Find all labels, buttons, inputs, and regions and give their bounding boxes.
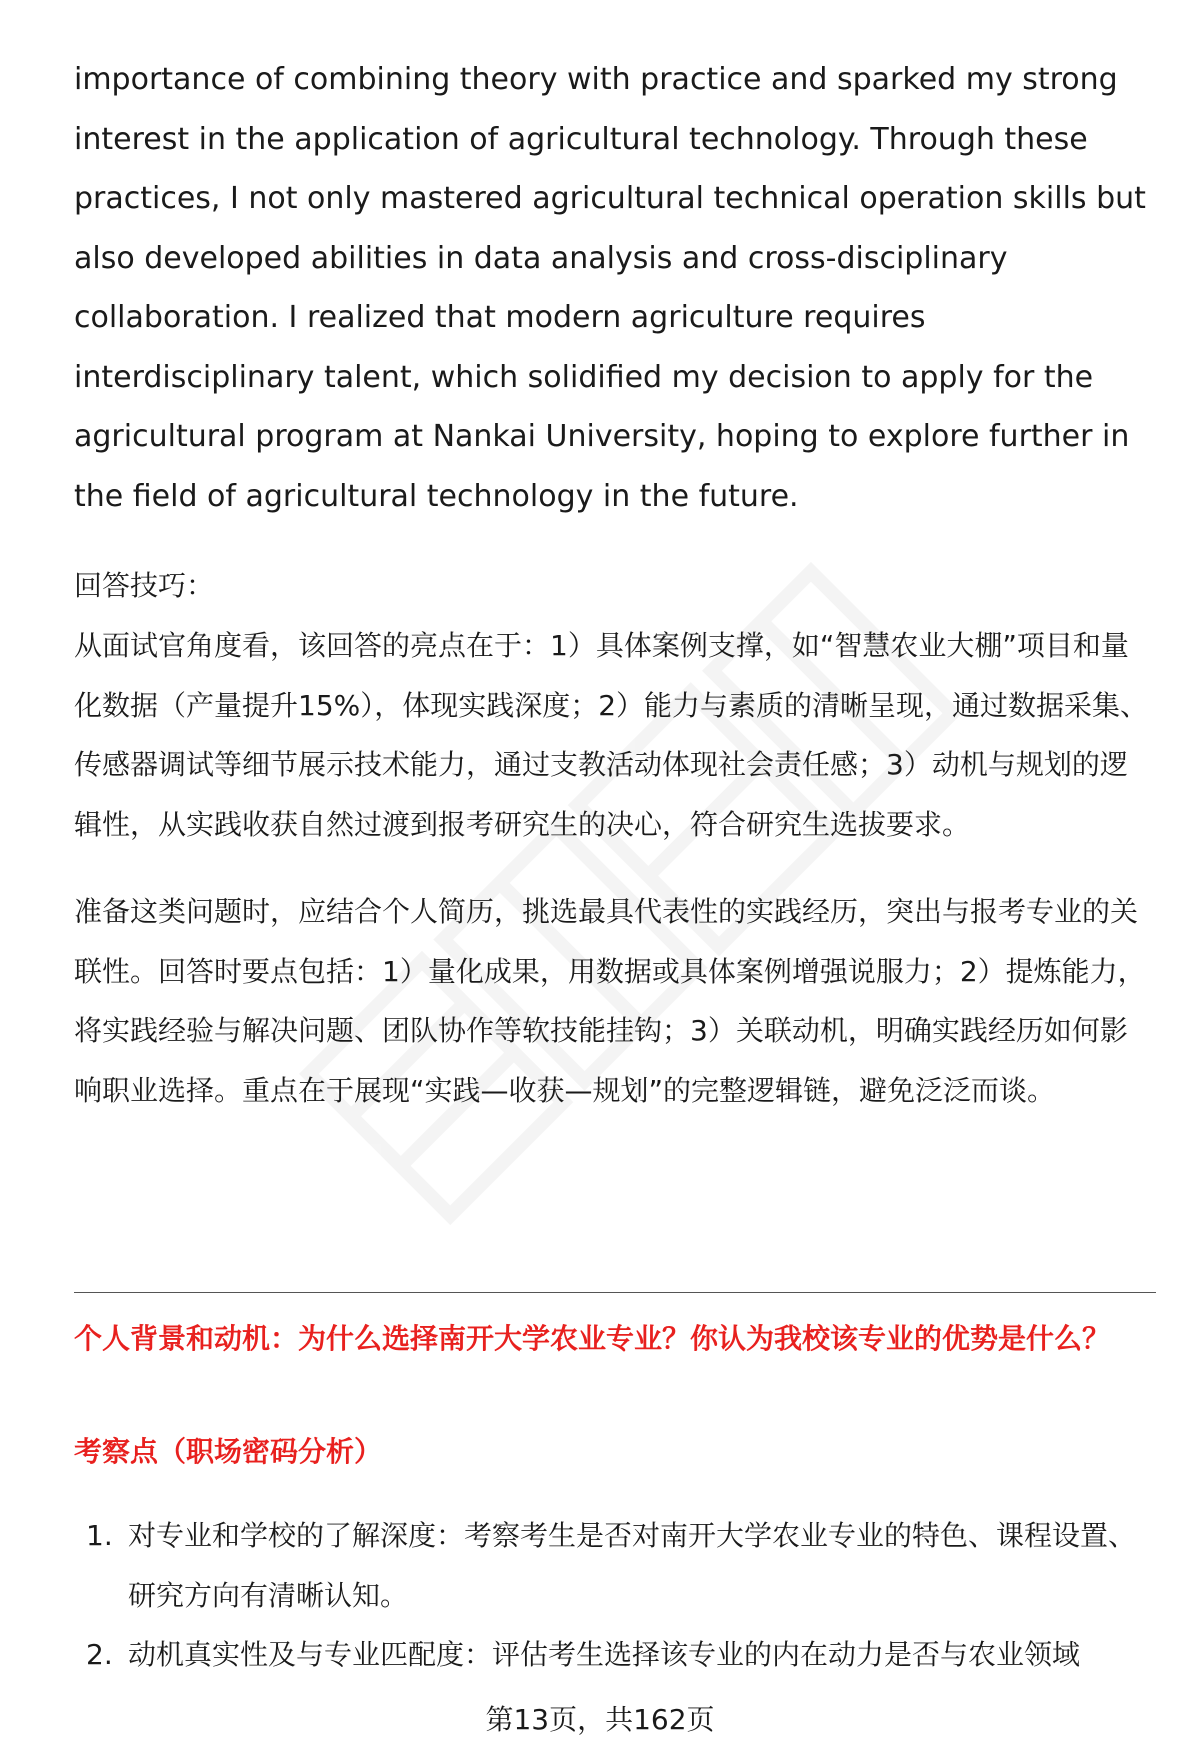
list-item-number: 1. bbox=[86, 1519, 113, 1552]
list-item-number: 2. bbox=[86, 1638, 113, 1671]
list-item-text: 对专业和学校的了解深度：考察考生是否对南开大学农业专业的特色、课程设置、研究方向有清晰认知。 bbox=[128, 1519, 1137, 1612]
assessment-point-list bbox=[74, 1506, 1154, 1685]
list-item-text: 动机真实性及与专业匹配度：评估考生选择该专业的内在动力是否与农业领域 bbox=[128, 1638, 1081, 1671]
section-divider bbox=[74, 1292, 1156, 1293]
page-body bbox=[74, 50, 1154, 1120]
question-heading: 个人背景和动机：为什么选择南开大学农业专业？你认为我校该专业的优势是什么？ bbox=[74, 1322, 1111, 1355]
list-item bbox=[74, 1506, 1154, 1625]
list-item bbox=[74, 1625, 1154, 1685]
continuation-paragraph: importance of combining theory with practice and sparked my strong interest in the application of agricultural technology. Through these practices, I not only mastered agricultural technical operation skills but also developed abilities in data analysis and cross-disciplinary collaboration. I realized that modern agriculture requires interdisciplinary talent, which solidified my decision to apply for the agricultural program at Nankai University, hoping to explore further in the field of agricultural technology in the future. bbox=[74, 62, 1146, 514]
assessment-subheading: 考察点（职场密码分析） bbox=[74, 1435, 383, 1468]
tips-paragraph-2: 准备这类问题时，应结合个人简历，挑选最具代表性的实践经历，突出与报考专业的关联性。回答时要点包括：1）量化成果，用数据或具体案例增强说服力；2）提炼能力，将实践经验与解决问题、团队协作等软技能挂钩；3）关联动机，明确实践经历如何影响职业选择。重点在于展现“实践—收获—规划”的完整逻辑链，避免泛泛而谈。 bbox=[74, 895, 1146, 1107]
tips-paragraph-1: 从面试官角度看，该回答的亮点在于：1）具体案例支撑，如“智慧农业大棚”项目和量化数据（产量提升15%），体现实践深度；2）能力与素质的清晰呈现，通过数据采集、传感器调试等细节展示技术能力，通过支教活动体现社会责任感；3）动机与规划的逻辑性，从实践收获自然过渡到报考研究生的决心，符合研究生选拔要求。 bbox=[74, 629, 1149, 841]
page-footer: 第13页，共162页 bbox=[485, 1703, 715, 1736]
tips-label: 回答技巧： bbox=[74, 569, 215, 602]
